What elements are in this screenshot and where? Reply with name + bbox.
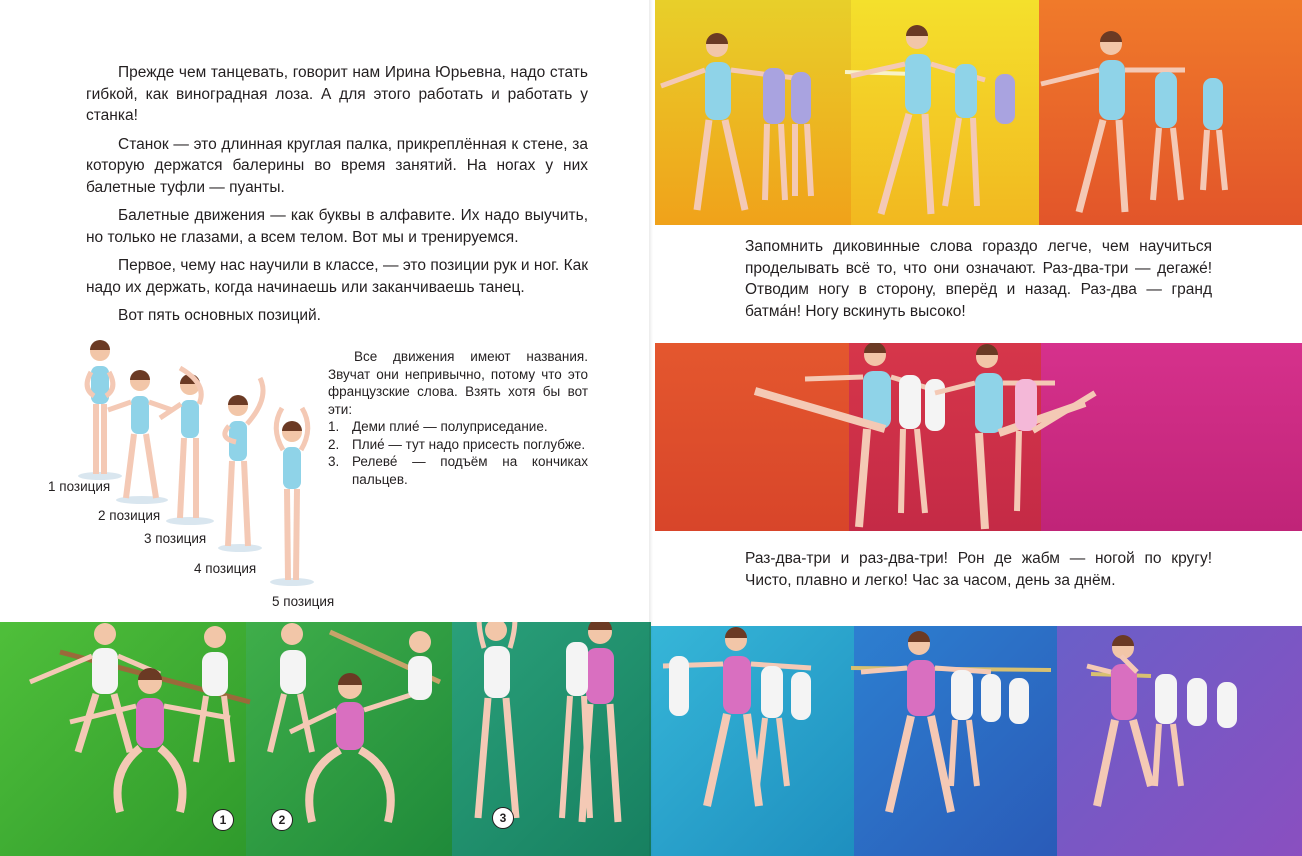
position-label: 4 позиция — [194, 561, 257, 576]
term-text: Деми плие́ — полуприседание. — [352, 419, 548, 434]
paragraph: Первое, чему нас научили в классе, — это позиции рук и ног. Как надо их держать, когда начинаешь или заканчиваешь танец. — [86, 257, 588, 296]
intro-text — [86, 62, 588, 334]
ballerinas-plie — [0, 622, 651, 856]
paragraph: Запомнить диковинные слова гораздо легче, чем научиться проделывать всё то, что они означают. Раз-два-три — дегаже́! Отводим ногу в сторону, вперёд и назад. Раз-два — гранд батма́н! Ногу вскинуть высоко! — [745, 238, 1212, 320]
ballerinas-rond-de-jambe — [651, 626, 1302, 856]
term-number: 3. — [328, 454, 340, 469]
paragraph: Прежде чем танцевать, говорит нам Ирина Юрьевна, надо стать гибкой, как виноградная лоза. А для этого работать и работать у станка! — [86, 64, 588, 124]
position-label: 5 позиция — [272, 594, 335, 609]
dancer-position-2 — [108, 370, 172, 504]
step-number-badge: 1 — [212, 809, 234, 831]
book-gutter — [649, 0, 653, 856]
term-item — [328, 418, 588, 436]
position-label: 3 позиция — [144, 531, 207, 546]
five-positions-illustration — [60, 338, 330, 588]
degage-text — [745, 236, 1212, 322]
rond-de-jambe-text — [745, 548, 1212, 591]
paragraph: Вот пять основных позиций. — [118, 307, 321, 324]
terms-box — [328, 348, 588, 488]
step-number-badge: 2 — [271, 809, 293, 831]
dancer-position-3 — [160, 368, 214, 525]
right-page — [651, 0, 1302, 856]
term-number: 2. — [328, 436, 340, 452]
dancer-position-4 — [218, 378, 263, 552]
position-label: 1 позиция — [48, 479, 111, 494]
term-text: Плие́ — тут надо присесть поглубже. — [352, 436, 586, 452]
term-item — [328, 453, 588, 488]
position-label: 2 позиция — [98, 508, 161, 523]
paragraph: Станок — это длинная круглая палка, прикреплённая к стене, за которую держатся балерины во время занятий. На ногах у них балетные туфли — пуанты. — [86, 135, 588, 196]
paragraph: Балетные движения — как буквы в алфавите. Их надо выучить, но только не глазами, а всем телом. Вот мы и тренируемся. — [86, 207, 588, 246]
grand-battement-illustration — [655, 343, 1302, 531]
term-text: Релеве́ — подъём на кончиках пальцев. — [352, 454, 588, 487]
rond-de-jambe-illustration — [651, 626, 1302, 856]
dancer-position-5 — [270, 408, 314, 586]
terms-intro: Все движения имеют названия. Звучат они непривычно, потому что это французские слова. Взять хотя бы вот эти: — [328, 349, 588, 417]
step-number-badge: 3 — [492, 807, 514, 829]
degage-illustration — [655, 0, 1302, 225]
ballerinas-degage — [655, 0, 1302, 225]
paragraph: Раз-два-три и раз-два-три! Рон де жабм — ногой по кругу! Чисто, плавно и легко! Час за часом, день за днём. — [745, 550, 1212, 589]
term-number: 1. — [328, 419, 340, 434]
terms-list — [328, 418, 588, 488]
term-item — [328, 436, 588, 454]
ballerinas-grand-battement — [655, 343, 1302, 531]
plie-illustration — [0, 622, 651, 856]
